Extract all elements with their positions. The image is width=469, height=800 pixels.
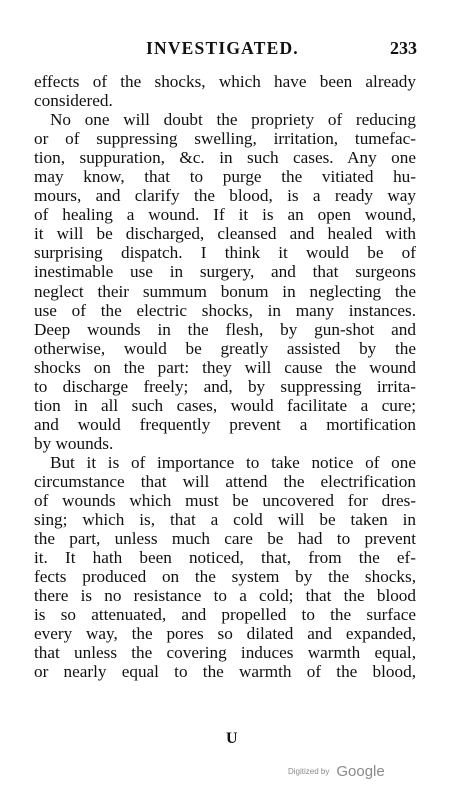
text-line: neglect their summum bonum in neglecting the	[34, 281, 416, 301]
text-line: No one will doubt the propriety of reducing	[50, 110, 416, 130]
text-line: effects of the shocks, which have been already	[34, 72, 416, 91]
text-line: or nearly equal to the warmth of the blood,	[34, 662, 416, 682]
text-line: shocks on the part: they will cause the wound	[34, 357, 416, 377]
text-line: of wounds which must be uncovered for dres-	[34, 491, 416, 511]
text-line: But it is of importance to take notice of one	[50, 452, 416, 472]
running-head	[0, 38, 469, 62]
text-line: and would frequently prevent a mortification	[34, 414, 416, 434]
page-number: 233	[390, 38, 417, 58]
text-line: the part, unless much care be had to prevent	[34, 529, 416, 549]
running-title: INVESTIGATED.	[146, 38, 299, 58]
google-logo: Google	[336, 762, 385, 780]
text-line: may know, that to purge the vitiated hu-	[34, 167, 416, 187]
text-line: it. It hath been noticed, that, from the ef-	[34, 548, 416, 568]
signature-mark: U	[226, 730, 238, 747]
digitized-by-watermark	[288, 762, 385, 782]
text-line: that unless the covering induces warmth equal,	[34, 643, 416, 663]
text-line: every way, the pores so dilated and expanded,	[34, 624, 416, 644]
text-line: there is no resistance to a cold; that the blood	[34, 586, 416, 606]
text-line: otherwise, would be greatly assisted by the	[34, 338, 416, 358]
text-line: surprising dispatch. I think it would be of	[34, 243, 416, 263]
text-line: considered.	[34, 91, 113, 111]
text-line: to discharge freely; and, by suppressing irrita-	[34, 376, 416, 396]
text-line: it will be discharged, cleansed and healed with	[34, 224, 416, 244]
text-line: tion, suppuration, &c. in such cases. Any one	[34, 148, 416, 168]
digitized-label: Digitized by	[288, 766, 330, 776]
text-line: tion in all such cases, would facilitate a cure;	[34, 395, 416, 415]
body-text	[34, 72, 416, 682]
text-line: use of the electric shocks, in many instances.	[34, 300, 416, 320]
text-line: inestimable use in surgery, and that surgeons	[34, 262, 416, 282]
text-line: fects produced on the system by the shocks,	[34, 567, 416, 587]
text-line: by wounds.	[34, 433, 114, 453]
text-line: mours, and clarify the blood, is a ready way	[34, 186, 416, 206]
text-line: circumstance that will attend the electrification	[34, 471, 416, 491]
text-line: is so attenuated, and propelled to the surface	[34, 605, 416, 625]
text-line: of healing a wound. If it is an open wound,	[34, 205, 416, 225]
text-line: Deep wounds in the flesh, by gun-shot and	[34, 319, 416, 339]
text-line: sing; which is, that a cold will be taken in	[34, 510, 416, 530]
text-line: or of suppressing swelling, irritation, tumefac-	[34, 129, 416, 149]
